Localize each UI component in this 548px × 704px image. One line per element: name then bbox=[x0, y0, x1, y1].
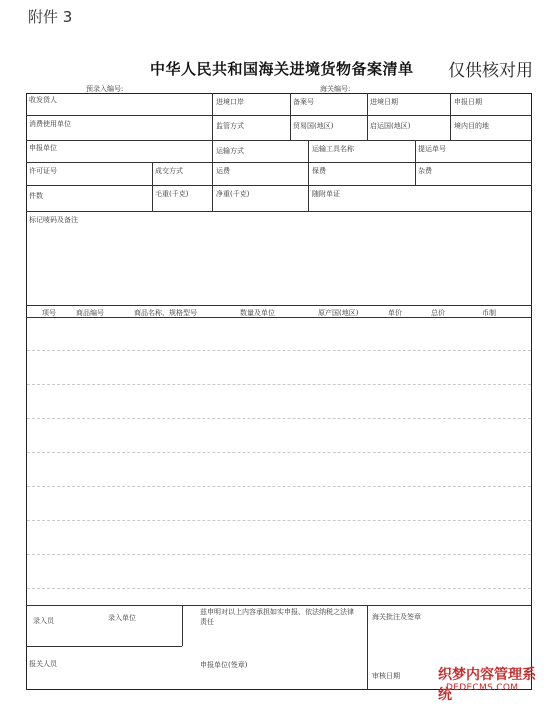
col-divider bbox=[308, 162, 309, 211]
goods-row-line bbox=[27, 452, 531, 453]
declaration-form-frame bbox=[26, 93, 532, 690]
record-number-label: 备案号 bbox=[293, 98, 314, 106]
goods-row-line bbox=[27, 350, 531, 351]
goods-row-line bbox=[27, 384, 531, 385]
marks-remarks-label: 标记唛码及备注 bbox=[29, 216, 78, 224]
goods-row-line bbox=[27, 486, 531, 487]
site-watermark: 织梦内容管理系统 bbox=[438, 667, 536, 703]
bill-number-label: 提运单号 bbox=[418, 145, 446, 153]
row-divider bbox=[26, 185, 532, 186]
row-divider bbox=[26, 211, 532, 212]
consignee-label: 收发货人 bbox=[29, 96, 57, 104]
customs-number-label: 海关编号: bbox=[320, 85, 351, 93]
entry-date-label: 进境日期 bbox=[370, 98, 398, 106]
insurance-label: 保费 bbox=[312, 167, 326, 175]
row-divider bbox=[26, 162, 532, 163]
transport-mode-label: 运输方式 bbox=[216, 147, 244, 155]
col-divider bbox=[152, 162, 153, 211]
gross-weight-label: 毛重(千克) bbox=[155, 190, 189, 198]
declaring-unit-seal-label: 申报单位(签章) bbox=[200, 661, 248, 669]
col-commodity-code: 商品编号 bbox=[76, 309, 104, 317]
footer-inner-rule bbox=[26, 646, 182, 647]
goods-row-line bbox=[27, 588, 531, 589]
col-divider bbox=[182, 605, 183, 646]
col-divider bbox=[290, 115, 291, 140]
col-divider bbox=[308, 140, 309, 162]
footer-top-rule bbox=[26, 605, 532, 606]
trade-country-label: 贸易国(地区) bbox=[293, 122, 334, 130]
review-date-label: 审核日期 bbox=[372, 672, 400, 680]
entry-clerk-label: 录入员 bbox=[33, 617, 54, 625]
declare-date-label: 申报日期 bbox=[454, 98, 482, 106]
pre-entry-number-label: 预录入编号: bbox=[86, 85, 124, 93]
col-currency: 币制 bbox=[482, 309, 496, 317]
col-divider bbox=[415, 162, 416, 185]
col-divider bbox=[212, 140, 213, 162]
col-divider bbox=[450, 115, 451, 140]
goods-row-line bbox=[27, 554, 531, 555]
transport-name-label: 运输工具名称 bbox=[312, 145, 354, 153]
supervision-mode-label: 监管方式 bbox=[216, 122, 244, 130]
row-divider bbox=[26, 115, 532, 116]
col-divider bbox=[290, 93, 291, 115]
origin-country-label: 启运国(地区) bbox=[370, 122, 411, 130]
col-origin-country: 原产国(地区) bbox=[318, 309, 359, 317]
for-verification-stamp: 仅供核对用 bbox=[448, 61, 533, 81]
col-quantity-unit: 数量及单位 bbox=[240, 309, 275, 317]
col-commodity-name: 商品名称、规格型号 bbox=[134, 309, 197, 317]
consumer-unit-label: 消费使用单位 bbox=[29, 120, 71, 128]
col-divider bbox=[212, 93, 213, 115]
declaration-statement: 兹申明对以上内容承担如实申报、依法纳税之法律责任 bbox=[200, 608, 354, 626]
goods-row-line bbox=[27, 520, 531, 521]
misc-fee-label: 杂费 bbox=[418, 167, 432, 175]
col-divider bbox=[367, 93, 368, 115]
col-unit-price: 单价 bbox=[388, 309, 402, 317]
entry-unit-label: 录入单位 bbox=[108, 614, 136, 622]
col-divider bbox=[212, 162, 213, 211]
col-divider bbox=[212, 115, 213, 140]
form-title: 中华人民共和国海关进境货物备案清单 bbox=[150, 60, 414, 78]
col-divider bbox=[450, 93, 451, 115]
declaring-unit-label: 申报单位 bbox=[29, 144, 57, 152]
customs-approval-label: 海关批注及签章 bbox=[372, 613, 421, 621]
entry-port-label: 进境口岸 bbox=[216, 98, 244, 106]
net-weight-label: 净重(千克) bbox=[216, 190, 250, 198]
goods-row-line bbox=[27, 418, 531, 419]
declarer-label: 报关人员 bbox=[29, 660, 57, 668]
domestic-destination-label: 境内目的地 bbox=[454, 122, 489, 130]
license-number-label: 许可证号 bbox=[29, 167, 57, 175]
attachment-label: 附件 3 bbox=[28, 8, 73, 26]
documents-label: 随附单证 bbox=[312, 190, 340, 198]
col-divider bbox=[367, 115, 368, 140]
goods-header-top bbox=[26, 305, 532, 306]
site-watermark-url: DEDECMS.COM bbox=[446, 683, 519, 693]
col-item-no: 项号 bbox=[42, 309, 56, 317]
col-divider bbox=[367, 605, 368, 690]
freight-label: 运费 bbox=[216, 167, 230, 175]
col-total-price: 总价 bbox=[431, 309, 445, 317]
packages-label: 件数 bbox=[29, 192, 43, 200]
row-divider bbox=[26, 140, 532, 141]
col-divider bbox=[415, 140, 416, 162]
transaction-mode-label: 成交方式 bbox=[155, 167, 183, 175]
